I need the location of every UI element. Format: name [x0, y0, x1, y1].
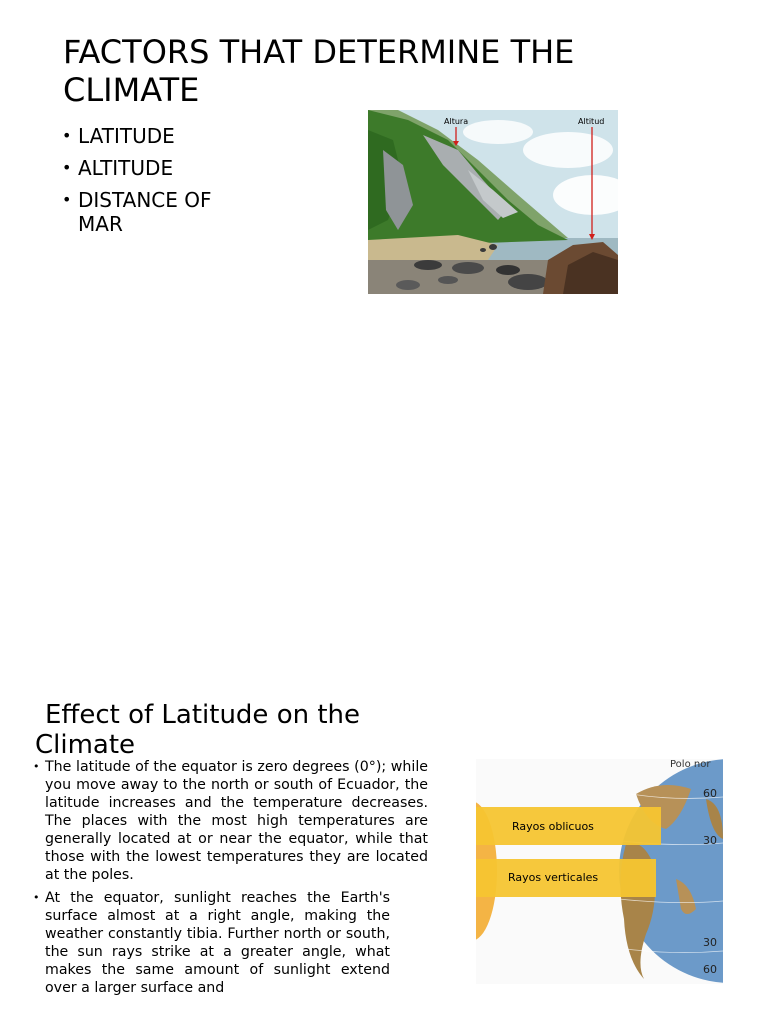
globe-image: [476, 759, 723, 984]
coast-cliff-image: [368, 110, 618, 294]
latitude-label: 60: [703, 787, 717, 800]
altitud-label: Altitud: [578, 117, 605, 126]
latitude-effects-list: [33, 758, 428, 1002]
list-item: [62, 188, 262, 236]
list-item: [62, 156, 262, 180]
latitude-label: 30: [703, 834, 717, 847]
latitude-label: 30: [703, 936, 717, 949]
list-item-label: DISTANCE OF MAR: [78, 188, 212, 236]
bullet-icon: •: [33, 891, 40, 904]
oblique-rays-label: Rayos oblicuos: [512, 820, 594, 833]
section-title: Effect of Latitude on the Climate: [35, 700, 361, 760]
factors-list: [62, 124, 262, 244]
list-item-label: LATITUDE: [78, 124, 175, 148]
list-item: [33, 758, 428, 884]
north-pole-label: Polo nor: [670, 759, 711, 770]
list-item: [33, 889, 390, 997]
bullet-icon: •: [62, 126, 72, 145]
bullet-icon: •: [62, 158, 72, 177]
paragraph-text: The latitude of the equator is zero degrees (0°); while you move away to the north or south of Ecuador, the latitude increases and the temperature decreases. The places with the most high temperatures are generally located at or near the equator, while that those with the lowest temperatures they are located at the poles.: [45, 759, 428, 883]
sun-rays-globe-illustration: [476, 759, 723, 984]
paragraph-text: At the equator, sunlight reaches the Earth's surface almost at a right angle, making the weather constantly tibia. Further north or south, the sun rays strike at a greater angle, what makes the same amount of sunlight extend over a larger surface and: [45, 890, 390, 996]
bullet-icon: •: [33, 760, 40, 773]
vertical-rays-label: Rayos verticales: [508, 871, 599, 884]
coast-altitude-illustration: [368, 110, 618, 294]
page-title: FACTORS THAT DETERMINE THE CLIMATE: [63, 33, 575, 109]
list-item: [62, 124, 262, 148]
latitude-label: 60: [703, 963, 717, 976]
list-item-label: ALTITUDE: [78, 156, 174, 180]
bullet-icon: •: [62, 190, 72, 209]
altura-label: Altura: [444, 117, 469, 126]
